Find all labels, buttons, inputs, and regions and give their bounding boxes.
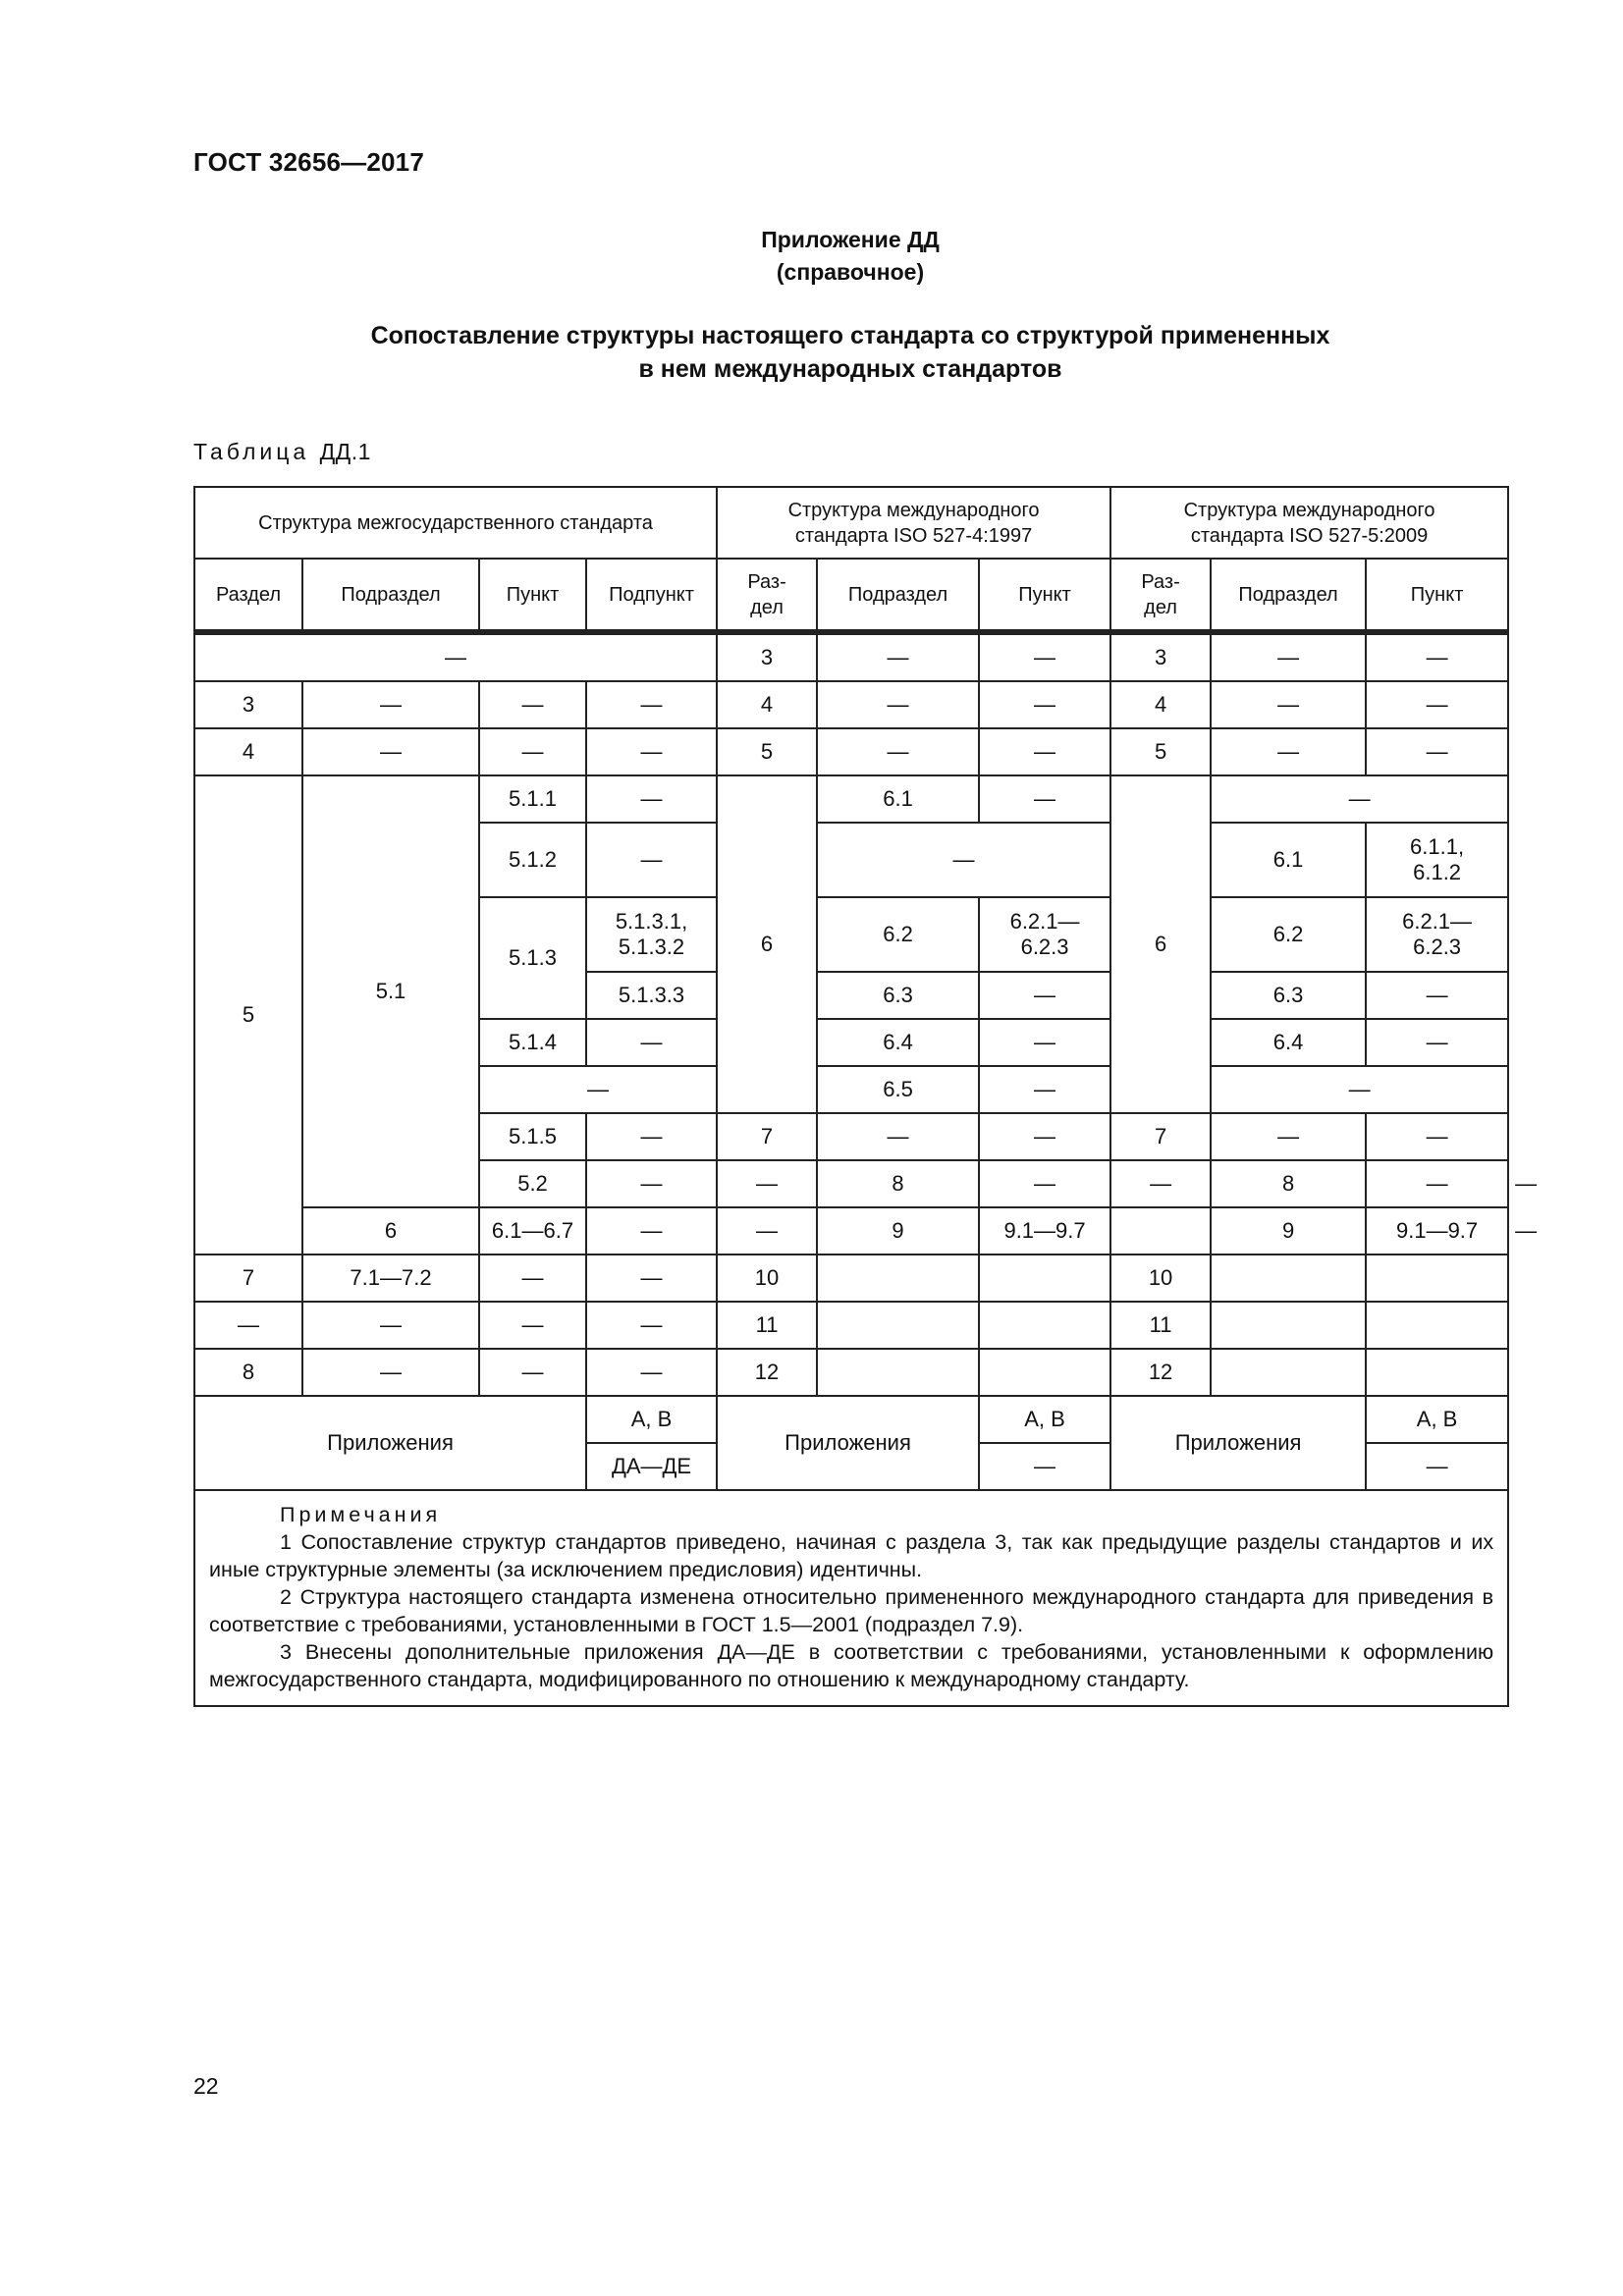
col-header-razdel-iso4-l1: Раз- xyxy=(747,570,786,593)
cell: — xyxy=(717,1160,817,1207)
cell: — xyxy=(586,1302,717,1349)
cell-appendices-label: Приложения xyxy=(717,1396,979,1490)
cell: 12 xyxy=(1110,1349,1211,1396)
table-row xyxy=(194,1302,1508,1349)
cell: 6 xyxy=(302,1207,479,1255)
header-iso-527-4-line-2: стандарта ISO 527-4:1997 xyxy=(794,524,1033,547)
cell: ДА—ДЕ xyxy=(586,1443,717,1490)
cell: — xyxy=(817,634,979,681)
cell: 7 xyxy=(194,1255,302,1302)
cell: — xyxy=(979,972,1110,1019)
cell: 4 xyxy=(1110,681,1211,728)
cell: А, В xyxy=(1366,1396,1508,1443)
cell: — xyxy=(1110,1160,1211,1207)
cell: 3 xyxy=(717,634,817,681)
cell: — xyxy=(1366,728,1508,775)
cell-line: 6.2.1— xyxy=(1402,909,1473,934)
cell xyxy=(1366,1255,1508,1302)
cell: — xyxy=(479,728,586,775)
cell: 5.1 xyxy=(302,775,479,1207)
cell: 7 xyxy=(717,1113,817,1160)
cell: 8 xyxy=(817,1160,979,1207)
table-row xyxy=(194,1349,1508,1396)
cell: — xyxy=(1366,1160,1508,1207)
cell: 5 xyxy=(1110,728,1211,775)
cell: — xyxy=(586,1255,717,1302)
cell: 5 xyxy=(717,728,817,775)
note-item: 1 Сопоставление структур стандартов приведено, начиная с раздела 3, так как предыдущие разделы стандартов и их иные структурные элементы (за исключением предисловия) идентичны. xyxy=(209,1530,1494,1581)
col-header-razdel: Раздел xyxy=(194,559,302,631)
cell: 8 xyxy=(1211,1160,1366,1207)
cell: 5.1.1 xyxy=(479,775,586,823)
col-header-podrazdel-iso4: Подраздел xyxy=(817,559,979,631)
cell: — xyxy=(1211,681,1366,728)
col-header-razdel-iso5-l1: Раз- xyxy=(1141,570,1180,593)
note-item: 3 Внесены дополнительные приложения ДА—ДЕ в соответствии с требованиями, установленными к оформлению межгосударственного стандарта, модифицированного по отношению к международному стандарту. xyxy=(209,1640,1494,1691)
cell: — xyxy=(717,1207,817,1255)
cell: — xyxy=(979,1160,1110,1207)
cell: — xyxy=(1366,681,1508,728)
cell: 5.1.2 xyxy=(479,823,586,897)
annex-title xyxy=(0,224,1623,289)
col-header-razdel-iso5 xyxy=(1110,559,1211,631)
notes-heading: Примечания xyxy=(280,1503,442,1526)
col-header-punkt-iso5: Пункт xyxy=(1366,559,1508,631)
table-row xyxy=(194,681,1508,728)
cell: 5.1.3 xyxy=(479,897,586,1019)
cell: — xyxy=(194,1302,302,1349)
cell: 11 xyxy=(717,1302,817,1349)
cell: — xyxy=(479,681,586,728)
cell: — xyxy=(979,1113,1110,1160)
cell xyxy=(1366,823,1508,897)
cell: — xyxy=(817,728,979,775)
cell: 10 xyxy=(717,1255,817,1302)
cell xyxy=(1366,1349,1508,1396)
cell: — xyxy=(1366,1019,1508,1066)
cell: — xyxy=(194,634,717,681)
cell: — xyxy=(1211,1066,1508,1113)
note-item: 2 Структура настоящего стандарта изменена относительно примененного международного стандарта для приведения в соответствие с требованиями, установленными в ГОСТ 1.5—2001 (подраздел 7.9). xyxy=(209,1585,1494,1636)
table-row xyxy=(194,1255,1508,1302)
cell xyxy=(1110,1207,1211,1255)
main-title xyxy=(0,319,1623,386)
cell: 9.1—9.7 xyxy=(1366,1207,1508,1255)
cell: — xyxy=(479,1255,586,1302)
cell xyxy=(1211,1255,1366,1302)
cell-line: 6.1.1, xyxy=(1410,834,1465,859)
cell-line: 6.2.3 xyxy=(1413,934,1462,959)
cell xyxy=(817,1349,979,1396)
cell xyxy=(979,897,1110,972)
cell xyxy=(1366,1302,1508,1349)
cell xyxy=(817,1255,979,1302)
col-header-razdel-iso4-l2: дел xyxy=(750,596,784,618)
cell: — xyxy=(479,1066,717,1113)
cell: — xyxy=(302,1349,479,1396)
cell: А, В xyxy=(979,1396,1110,1443)
cell: — xyxy=(586,1113,717,1160)
cell-line: 6.1.2 xyxy=(1413,860,1462,884)
cell: — xyxy=(979,728,1110,775)
cell: — xyxy=(586,1019,717,1066)
table-row xyxy=(194,634,1508,681)
cell: — xyxy=(586,1349,717,1396)
cell-appendices-label: Приложения xyxy=(194,1396,586,1490)
table-row-appendices xyxy=(194,1396,1508,1443)
cell xyxy=(586,897,717,972)
col-header-punkt-iso4: Пункт xyxy=(979,559,1110,631)
cell: А, В xyxy=(586,1396,717,1443)
header-iso-527-4 xyxy=(717,487,1110,559)
cell: 10 xyxy=(1110,1255,1211,1302)
cell xyxy=(979,1349,1110,1396)
table-row: 5.2 — — 8 — — 8 — — xyxy=(194,1160,1508,1207)
cell xyxy=(1211,1302,1366,1349)
table-caption xyxy=(193,439,371,465)
page-number: 22 xyxy=(193,2073,219,2099)
cell: — xyxy=(586,681,717,728)
cell: — xyxy=(302,681,479,728)
cell: — xyxy=(1211,1113,1366,1160)
cell: 11 xyxy=(1110,1302,1211,1349)
cell: — xyxy=(586,775,717,823)
cell: — xyxy=(1211,728,1366,775)
cell: 5.2 xyxy=(479,1160,586,1207)
table-caption-number: ДД.1 xyxy=(319,439,371,464)
cell: 9 xyxy=(1211,1207,1366,1255)
cell: 7.1—7.2 xyxy=(302,1255,479,1302)
cell: — xyxy=(479,1349,586,1396)
table-header-group-row xyxy=(194,487,1508,559)
col-header-podrazdel: Подраздел xyxy=(302,559,479,631)
cell: 6.5 xyxy=(817,1066,979,1113)
cell-line: 5.1.3.2 xyxy=(618,934,685,959)
cell: 6.1—6.7 xyxy=(479,1207,586,1255)
cell: — xyxy=(586,1160,717,1207)
cell: 6.2 xyxy=(1211,897,1366,972)
table-notes-row xyxy=(194,1490,1508,1706)
cell: 6.4 xyxy=(817,1019,979,1066)
cell: — xyxy=(586,1207,717,1255)
table-row: 6 6.1—6.7 — — 9 9.1—9.7 9 9.1—9.7 — xyxy=(194,1207,1508,1255)
cell: — xyxy=(817,681,979,728)
cell: 3 xyxy=(1110,634,1211,681)
cell: 6 xyxy=(1110,775,1211,1113)
cell: 7 xyxy=(1110,1113,1211,1160)
cell: — xyxy=(586,728,717,775)
cell xyxy=(1211,1349,1366,1396)
cell-line: 6.2.1— xyxy=(1009,909,1080,934)
cell xyxy=(1366,897,1508,972)
annex-name: Приложение ДД xyxy=(761,227,940,252)
document-code: ГОСТ 32656—2017 xyxy=(193,147,424,177)
cell: 4 xyxy=(717,681,817,728)
cell: 5.1.4 xyxy=(479,1019,586,1066)
cell: 8 xyxy=(194,1349,302,1396)
table-header-column-row xyxy=(194,559,1508,631)
cell: — xyxy=(979,775,1110,823)
header-iso-527-5-line-2: стандарта ISO 527-5:2009 xyxy=(1190,524,1429,547)
cell-line: 5.1.3.1, xyxy=(615,909,688,934)
cell: 6.1 xyxy=(1211,823,1366,897)
cell-appendices-label: Приложения xyxy=(1110,1396,1366,1490)
cell: — xyxy=(979,634,1110,681)
cell xyxy=(979,1255,1110,1302)
cell: — xyxy=(1211,634,1366,681)
cell: — xyxy=(479,1302,586,1349)
cell: — xyxy=(1366,972,1508,1019)
cell: 9.1—9.7 xyxy=(979,1207,1110,1255)
cell: 6.3 xyxy=(1211,972,1366,1019)
table-notes xyxy=(194,1490,1508,1706)
cell xyxy=(979,1302,1110,1349)
cell-line: 6.2.3 xyxy=(1020,934,1069,959)
header-iso-527-5 xyxy=(1110,487,1508,559)
cell: 9 xyxy=(817,1207,979,1255)
cell: — xyxy=(302,1302,479,1349)
cell: 12 xyxy=(717,1349,817,1396)
header-iso-527-5-line-1: Структура международного xyxy=(1183,499,1435,521)
cell: 5 xyxy=(194,775,302,1255)
cell: 6 xyxy=(717,775,817,1113)
cell: — xyxy=(1366,634,1508,681)
table-caption-word: Таблица xyxy=(193,439,310,464)
cell: — xyxy=(979,1019,1110,1066)
cell: — xyxy=(979,681,1110,728)
cell: 4 xyxy=(194,728,302,775)
header-iso-527-4-line-1: Структура международного xyxy=(787,499,1040,521)
cell: — xyxy=(1211,775,1508,823)
cell: — xyxy=(817,823,1110,897)
cell xyxy=(817,1302,979,1349)
cell: 6.4 xyxy=(1211,1019,1366,1066)
cell: — xyxy=(817,1113,979,1160)
structure-comparison-table xyxy=(193,486,1538,1707)
cell: 3 xyxy=(194,681,302,728)
col-header-razdel-iso5-l2: дел xyxy=(1144,596,1177,618)
annex-status: (справочное) xyxy=(776,259,925,285)
col-header-razdel-iso4 xyxy=(717,559,817,631)
cell: — xyxy=(979,1443,1110,1490)
main-title-line-2: в нем международных стандартов xyxy=(638,355,1062,383)
col-header-punkt: Пункт xyxy=(479,559,586,631)
cell: — xyxy=(586,823,717,897)
cell: 6.2 xyxy=(817,897,979,972)
cell: — xyxy=(302,728,479,775)
cell: 5.1.3.3 xyxy=(586,972,717,1019)
col-header-podrazdel-iso5: Подраздел xyxy=(1211,559,1366,631)
cell: — xyxy=(1366,1443,1508,1490)
cell: 6.1 xyxy=(817,775,979,823)
table-row xyxy=(194,775,1508,823)
cell: 6.3 xyxy=(817,972,979,1019)
col-header-podpunkt: Подпункт xyxy=(586,559,717,631)
cell: — xyxy=(979,1066,1110,1113)
main-title-line-1: Сопоставление структуры настоящего стандарта со структурой примененных xyxy=(370,322,1330,349)
header-interstate-structure: Структура межгосударственного стандарта xyxy=(194,487,717,559)
cell: 5.1.5 xyxy=(479,1113,586,1160)
table-row xyxy=(194,728,1508,775)
cell: — xyxy=(1366,1113,1508,1160)
